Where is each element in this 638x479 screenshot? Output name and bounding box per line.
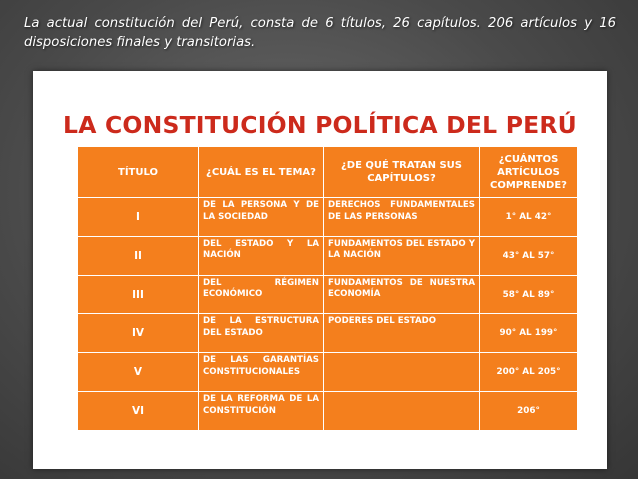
slide-panel	[33, 71, 607, 469]
table-header-row	[78, 147, 578, 198]
cell-titulo: I	[78, 198, 199, 237]
table-row	[78, 275, 578, 314]
table-row	[78, 198, 578, 237]
cell-articulos: 206°	[480, 392, 578, 431]
table-row	[78, 314, 578, 353]
cell-capitulos: DERECHOS FUNDAMENTALES DE LAS PERSONAS	[324, 198, 480, 237]
cell-articulos: 43° AL 57°	[480, 236, 578, 275]
cell-capitulos	[324, 392, 480, 431]
cell-articulos: 90° AL 199°	[480, 314, 578, 353]
header-capitulos: ¿DE QUÉ TRATAN SUS CAPÍTULOS?	[324, 147, 480, 198]
cell-capitulos: PODERES DEL ESTADO	[324, 314, 480, 353]
cell-titulo: V	[78, 353, 199, 392]
cell-titulo: VI	[78, 392, 199, 431]
header-articulos: ¿CUÁNTOS ARTÍCULOS COMPRENDE?	[480, 147, 578, 198]
cell-articulos: 58° AL 89°	[480, 275, 578, 314]
table-row	[78, 392, 578, 431]
cell-capitulos: FUNDAMENTOS DEL ESTADO Y LA NACIÓN	[324, 236, 480, 275]
cell-articulos: 200° AL 205°	[480, 353, 578, 392]
cell-capitulos	[324, 353, 480, 392]
cell-capitulos: FUNDAMENTOS DE NUESTRA ECONOMÍA	[324, 275, 480, 314]
cell-tema: DE LAS GARANTÍAS CONSTITUCIONALES	[199, 353, 324, 392]
cell-tema: DEL ESTADO Y LA NACIÓN	[199, 236, 324, 275]
cell-titulo: II	[78, 236, 199, 275]
cell-tema: DEL RÉGIMEN ECONÓMICO	[199, 275, 324, 314]
cell-tema: DE LA PERSONA Y DE LA SOCIEDAD	[199, 198, 324, 237]
table-row	[78, 353, 578, 392]
cell-titulo: IV	[78, 314, 199, 353]
cell-tema: DE LA REFORMA DE LA CONSTITUCIÓN	[199, 392, 324, 431]
cell-articulos: 1° AL 42°	[480, 198, 578, 237]
header-titulo: TÍTULO	[78, 147, 199, 198]
cell-tema: DE LA ESTRUCTURA DEL ESTADO	[199, 314, 324, 353]
header-tema: ¿CUÁL ES EL TEMA?	[199, 147, 324, 198]
slide-caption: La actual constitución del Perú, consta de 6 títulos, 26 capítulos. 206 artículos y 16 disposiciones finales y transitorias.	[24, 16, 616, 50]
cell-titulo: III	[78, 275, 199, 314]
table-row	[78, 236, 578, 275]
slide-title: LA CONSTITUCIÓN POLÍTICA DEL PERÚ	[63, 111, 577, 139]
constitution-table	[77, 146, 578, 431]
